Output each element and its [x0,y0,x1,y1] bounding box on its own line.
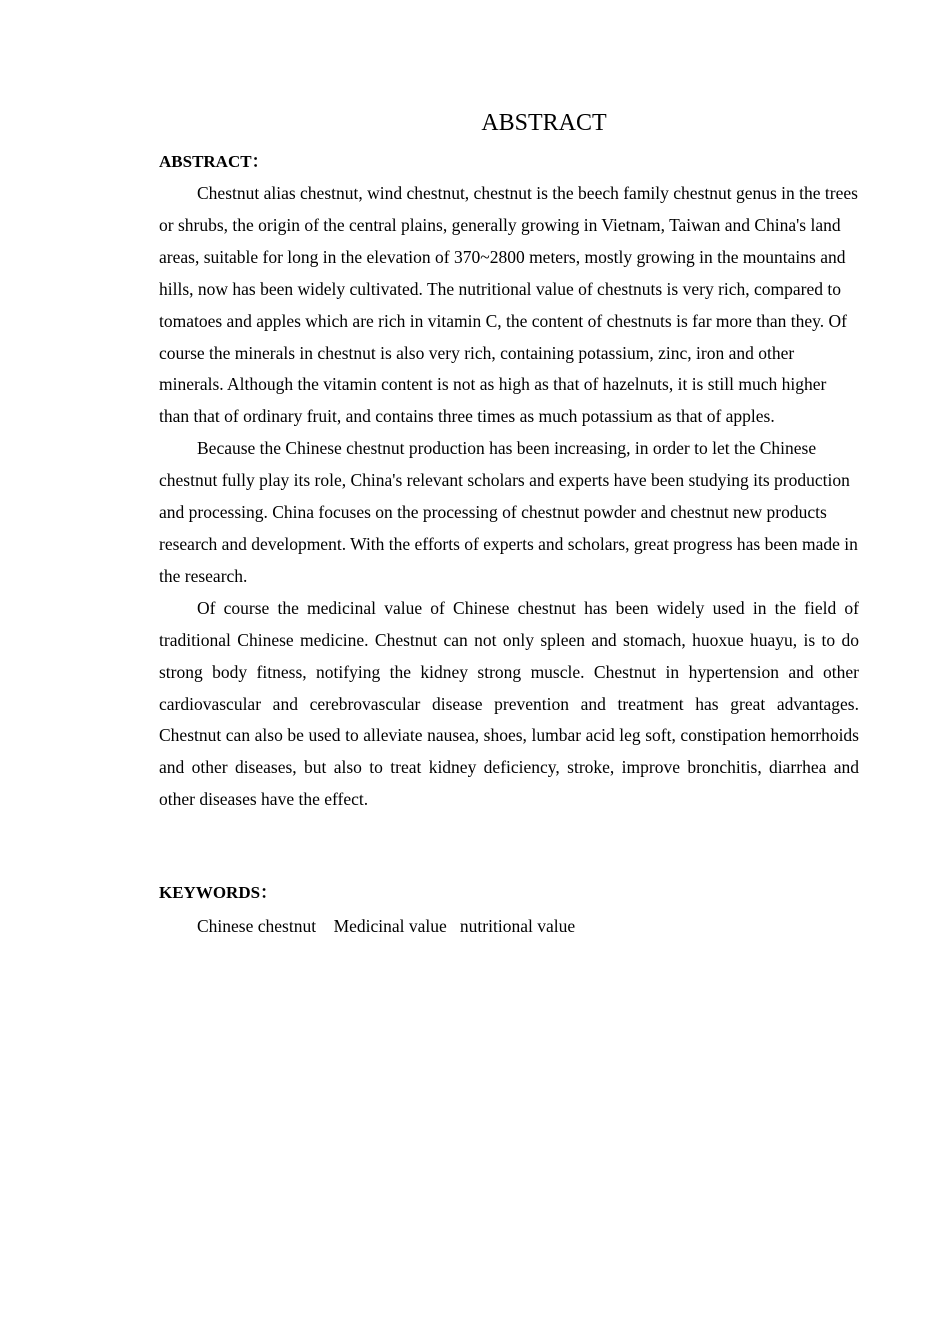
keywords-list: Chinese chestnut Medicinal value nutritional value [197,916,576,936]
abstract-paragraph-1: Chestnut alias chestnut, wind chestnut, chestnut is the beech family chestnut genus in the trees or shrubs, the origin of the central plains, generally growing in Vietnam, Taiwan and China's land areas, suitable for long in the elevation of 370~2800 meters, mostly growing in the mountains and hills, now has been widely cultivated. The nutritional value of chestnuts is very rich, compared to tomatoes and apples which are rich in vitamin C, the content of chestnuts is far more than they. Of course the minerals in chestnut is also very rich, containing potassium, zinc, iron and other minerals. Although the vitamin content is not as high as that of hazelnuts, it is still much higher than that of ordinary fruit, and contains three times as much potassium as that of apples. [159,183,858,427]
document-title: ABSTRACT [481,110,607,136]
keywords-label: KEYWORDS： [159,883,278,902]
abstract-body [159,178,859,816]
abstract-paragraph-2: Because the Chinese chestnut production has been increasing, in order to let the Chinese chestnut fully play its role, China's relevant scholars and experts have been studying its production and processing. China focuses on the processing of chestnut powder and chestnut new products research and development. With the efforts of experts and scholars, great progress has been made in the research. [159,438,858,586]
abstract-paragraph-3: Of course the medicinal value of Chinese chestnut has been widely used in the field of traditional Chinese medicine. Chestnut can not only spleen and stomach, huoxue huayu, is to do strong body fitness, notifying the kidney strong muscle. Chestnut in hypertension and other cardiovascular and cerebrovascular disease prevention and treatment has great advantages. Chestnut can also be used to alleviate nausea, shoes, lumbar acid leg soft, constipation hemorrhoids and other diseases, but also to treat kidney deficiency, stroke, improve bronchitis, diarrhea and other diseases have the effect. [159,597,859,810]
abstract-label: ABSTRACT： [159,152,269,171]
